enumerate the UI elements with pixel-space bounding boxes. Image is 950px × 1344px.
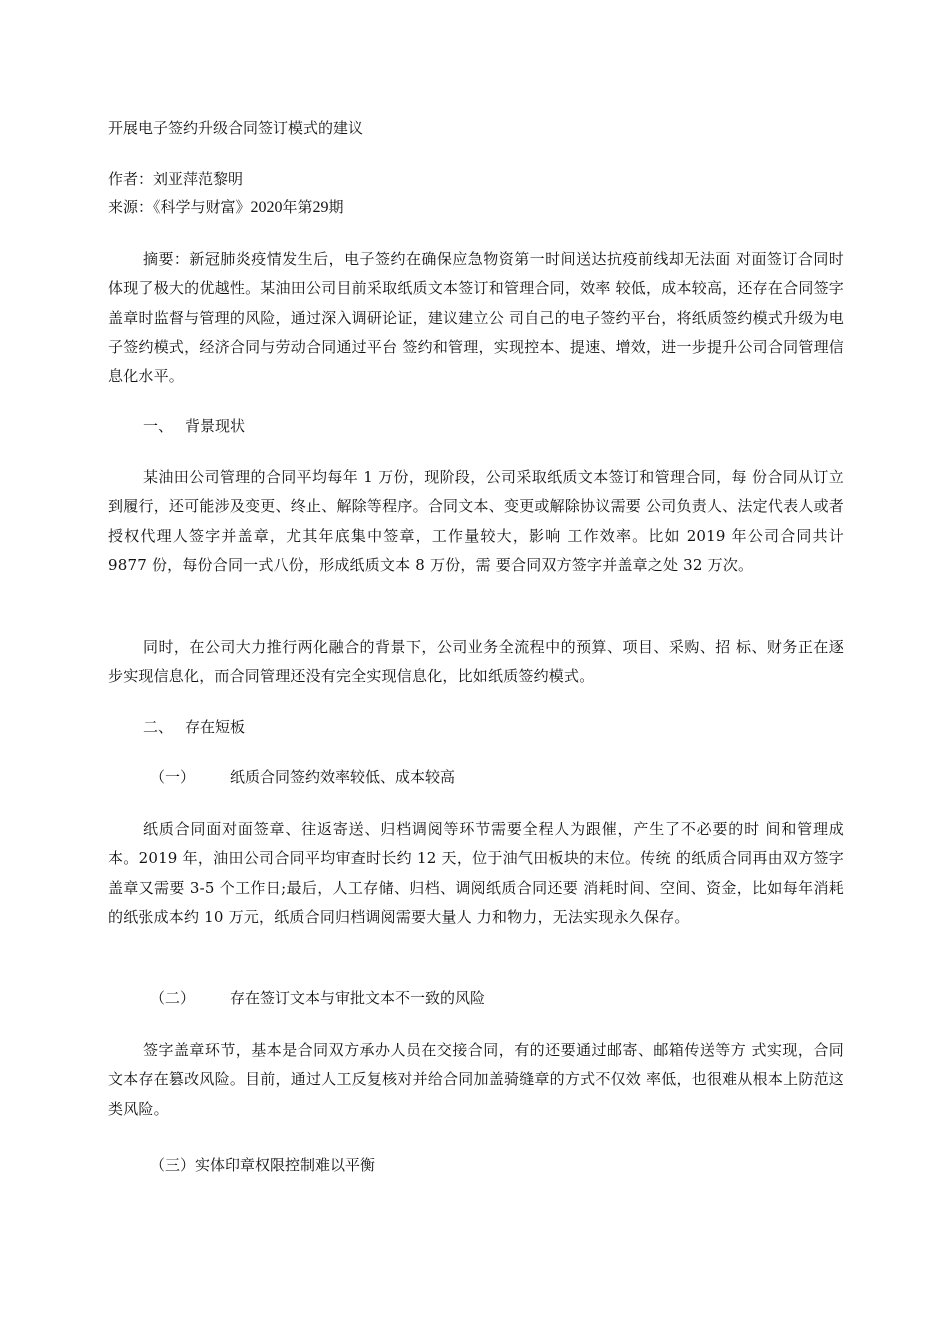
section-heading-shortcomings <box>143 716 245 738</box>
subsection-number: （三） <box>150 1156 196 1174</box>
subsection-number: （二） <box>150 989 196 1007</box>
document-title: 开展电子签约升级合同签订模式的建议 <box>108 119 364 137</box>
abstract-paragraph: 摘要：新冠肺炎疫情发生后，电子签约在确保应急物资第一时间送达抗疫前线却无法面 对面签订合同时体现了极大的优越性。某油田公司目前采取纸质文本签订和管理合同，效率 较低，成本较高，还存在合同签字盖章时监督与管理的风险，通过深入调研论证，建议建立公 司自己的电子签约平台，将纸质签约模式升级为电子签约模式，经济合同与劳动合同通过平台 签约和管理，实现控本、提速、增效，进一步提升公司合同管理信息化水平。 <box>108 250 844 386</box>
background-paragraph-1: 某油田公司管理的合同平均每年 1 万份，现阶段，公司采取纸质文本签订和管理合同，每 份合同从订立到履行，还可能涉及变更、终止、解除等程序。合同文本、变更或解除协议需要 公司负责人、法定代表人或者授权代理人签字并盖章，尤其年底集中签章，工作量较大，影响 工作效率。比如 2019 年公司合同共计 9877 份，每份合同一式八份，形成纸质文本 8 万份，需 要合同双方签字并盖章之处 32 万次。 <box>108 468 844 574</box>
source-year-suffix: 年第 <box>282 198 313 216</box>
subsection-1-paragraph: 纸质合同面对面签章、往返寄送、归档调阅等环节需要全程人为跟催，产生了不必要的时 间和管理成本。2019 年，油田公司合同平均审查时长约 12 天，位于油气田板块的末位。传统 的纸质合同再由双方签字盖章又需要 3-5 个工作日;最后，人工存储、归档、调阅纸质合同还要 消耗时间、空间、资金，比如每年消耗的纸张成本约 10 万元，纸质合同归档调阅需要大量人 力和物力，无法实现永久保存。 <box>108 820 844 926</box>
section-number: 一、 <box>143 417 174 435</box>
author-names: 刘亚萍范黎明 <box>153 170 244 188</box>
section-title: 存在短板 <box>185 718 246 736</box>
source-publication: 《科学与财富》 <box>153 198 251 216</box>
source-label: 来源： <box>108 198 154 216</box>
subsection-heading-2 <box>150 987 485 1009</box>
author-line <box>108 168 243 190</box>
source-line <box>108 196 344 219</box>
subsection-heading-3 <box>150 1154 375 1176</box>
section-heading-background <box>143 415 245 437</box>
source-issue: 29 <box>312 199 329 216</box>
subsection-title: 存在签订文本与审批文本不一致的风险 <box>230 989 486 1007</box>
section-number: 二、 <box>143 718 174 736</box>
subsection-title: 实体印章权限控制难以平衡 <box>195 1156 376 1174</box>
subsection-title: 纸质合同签约效率较低、成本较高 <box>230 768 456 786</box>
source-year: 2020 <box>250 199 283 216</box>
subsection-2-paragraph: 签字盖章环节，基本是合同双方承办人员在交接合同，有的还要通过邮寄、邮箱传送等方 式实现，合同文本存在篡改风险。目前，通过人工反复核对并给合同加盖骑缝章的方式不仅效 率低，也很难从根本上防范这类风险。 <box>108 1041 844 1118</box>
subsection-heading-1 <box>150 766 455 788</box>
section-title: 背景现状 <box>185 417 246 435</box>
subsection-number: （一） <box>150 768 196 786</box>
background-paragraph-2: 同时，在公司大力推行两化融合的背景下，公司业务全流程中的预算、项目、采购、招 标、财务正在逐步实现信息化，而合同管理还没有完全实现信息化，比如纸质签约模式。 <box>108 638 844 686</box>
author-label: 作者： <box>108 170 154 188</box>
source-issue-suffix: 期 <box>328 198 344 216</box>
